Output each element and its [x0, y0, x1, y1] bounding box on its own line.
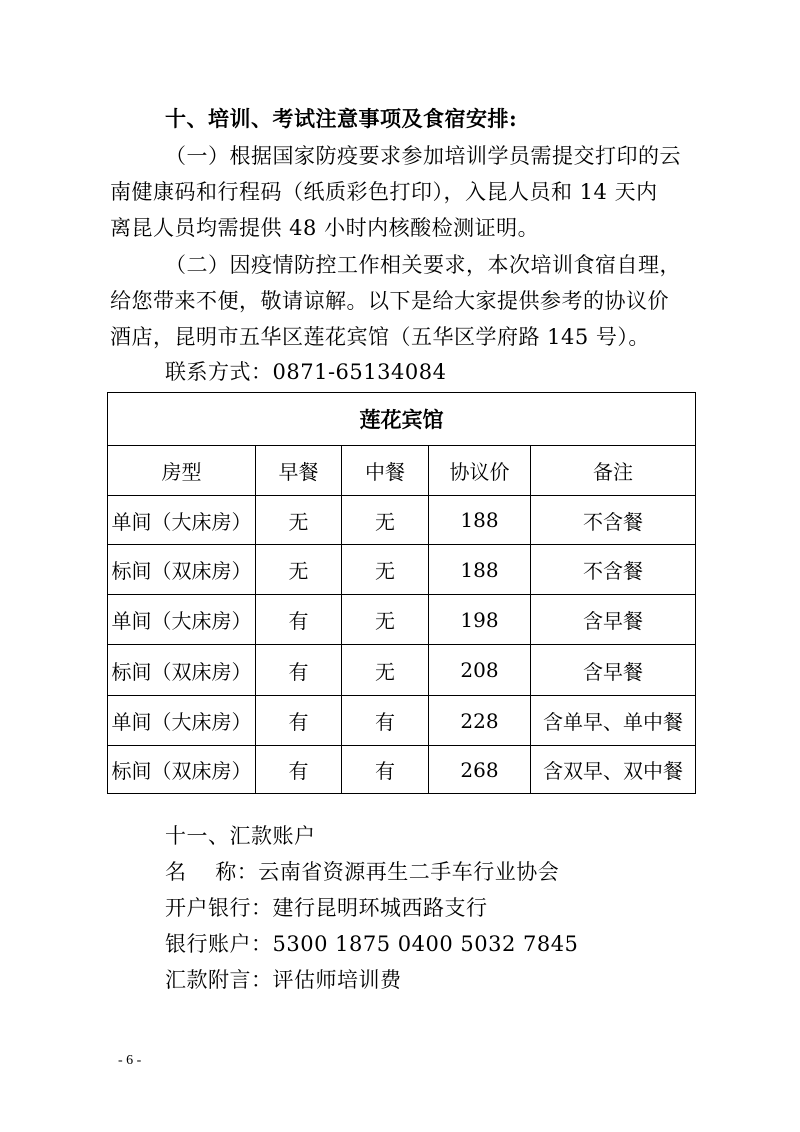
table-row: [108, 746, 696, 794]
cell-breakfast: 无: [256, 545, 342, 595]
cell-breakfast: 有: [256, 645, 342, 696]
paragraph-2-line-3: 酒店，昆明市五华区莲花宾馆（五华区学府路 145 号）。: [110, 325, 650, 349]
cell-room-type: 标间（双床房）: [108, 645, 256, 696]
paragraph-2-line-1: （二）因疫情防控工作相关要求，本次培训食宿自理，: [165, 253, 681, 277]
cell-notes: 不含餐: [531, 496, 696, 545]
cell-notes: 含双早、双中餐: [531, 746, 696, 794]
header-price: 协议价: [429, 446, 531, 496]
table-title: 莲花宾馆: [108, 393, 696, 446]
cell-room-type: 单间（大床房）: [108, 696, 256, 746]
cell-price: 228: [429, 696, 531, 746]
cell-price: 268: [429, 746, 531, 794]
cell-price: 208: [429, 645, 531, 696]
account-name-line: 名 称：云南省资源再生二手车行业协会: [165, 860, 560, 884]
section-10-heading: 十、培训、考试注意事项及食宿安排:: [165, 106, 518, 131]
cell-price: 198: [429, 595, 531, 645]
cell-breakfast: 有: [256, 595, 342, 645]
cell-breakfast: 有: [256, 746, 342, 794]
cell-lunch: 有: [342, 696, 429, 746]
cell-room-type: 单间（大床房）: [108, 595, 256, 645]
cell-notes: 含单早、单中餐: [531, 696, 696, 746]
table-row: [108, 645, 696, 696]
remittance-note-line: 汇款附言：评估师培训费: [165, 968, 402, 992]
header-breakfast: 早餐: [256, 446, 342, 496]
cell-lunch: 无: [342, 545, 429, 595]
cell-lunch: 有: [342, 746, 429, 794]
cell-room-type: 标间（双床房）: [108, 545, 256, 595]
cell-notes: 含早餐: [531, 645, 696, 696]
paragraph-2-line-2: 给您带来不便，敬请谅解。以下是给大家提供参考的协议价: [110, 289, 669, 313]
cell-price: 188: [429, 545, 531, 595]
account-bank-line: 开户银行：建行昆明环城西路支行: [165, 896, 488, 920]
paragraph-1-line-1: （一）根据国家防疫要求参加培训学员需提交打印的云: [165, 144, 681, 168]
cell-lunch: 无: [342, 496, 429, 545]
cell-breakfast: 有: [256, 696, 342, 746]
table-row: [108, 696, 696, 746]
contact-line: 联系方式：0871-65134084: [165, 360, 447, 384]
account-number-line: 银行账户：5300 1875 0400 5032 7845: [165, 932, 579, 956]
table-header-row: [108, 446, 696, 496]
cell-room-type: 单间（大床房）: [108, 496, 256, 545]
header-notes: 备注: [531, 446, 696, 496]
paragraph-1-line-2: 南健康码和行程码（纸质彩色打印），入昆人员和 14 天内: [110, 180, 658, 204]
cell-notes: 不含餐: [531, 545, 696, 595]
hotel-price-table: [107, 392, 696, 794]
table-row: [108, 595, 696, 645]
cell-lunch: 无: [342, 645, 429, 696]
table-row: [108, 496, 696, 545]
table-row: [108, 545, 696, 595]
table-title-row: [108, 393, 696, 446]
cell-breakfast: 无: [256, 496, 342, 545]
cell-room-type: 标间（双床房）: [108, 746, 256, 794]
page-number: - 6 -: [118, 1053, 142, 1068]
cell-notes: 含早餐: [531, 595, 696, 645]
section-11-heading: 十一、汇款账户: [165, 824, 316, 848]
cell-lunch: 无: [342, 595, 429, 645]
header-lunch: 中餐: [342, 446, 429, 496]
paragraph-1-line-3: 离昆人员均需提供 48 小时内核酸检测证明。: [110, 216, 540, 240]
header-room-type: 房型: [108, 446, 256, 496]
cell-price: 188: [429, 496, 531, 545]
